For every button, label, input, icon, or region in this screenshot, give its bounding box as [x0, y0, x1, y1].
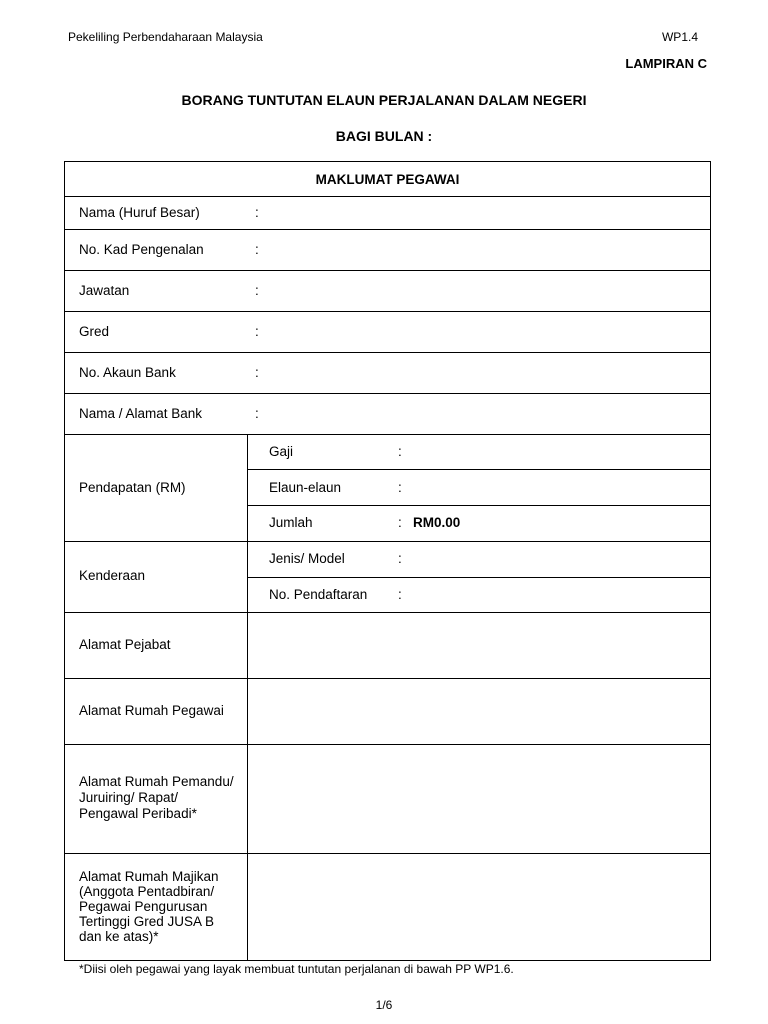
- form-title: BORANG TUNTUTAN ELAUN PERJALANAN DALAM NEGERI: [181, 92, 587, 108]
- border-top: [64, 161, 711, 162]
- row-divider: [64, 678, 711, 679]
- footnote: *Diisi oleh pegawai yang layak membuat tuntutan perjalanan di bawah PP WP1.6.: [79, 962, 514, 976]
- gred-colon: :: [255, 324, 259, 339]
- ic-colon: :: [255, 242, 259, 257]
- majikan-label-line: Pegawai Pengurusan: [79, 899, 208, 914]
- majikan-label-line: Alamat Rumah Majikan: [79, 869, 219, 884]
- alamat-rumah-label: Alamat Rumah Pegawai: [79, 703, 224, 718]
- elaun-colon: :: [398, 480, 402, 495]
- bank-label: Nama / Alamat Bank: [79, 406, 203, 421]
- form-subtitle: BAGI BULAN :: [335, 128, 433, 144]
- row-divider: [64, 393, 711, 394]
- pemandu-label-line: Alamat Rumah Pemandu/: [79, 774, 234, 789]
- pendaftaran-label: No. Pendaftaran: [269, 587, 368, 602]
- nama-colon: :: [255, 205, 259, 220]
- bank-colon: :: [255, 406, 259, 421]
- pendapatan-label: Pendapatan (RM): [79, 480, 186, 495]
- jenis-colon: :: [398, 551, 402, 566]
- pemandu-label-line: Pengawal Peribadi*: [79, 806, 197, 821]
- row-divider: [64, 270, 711, 271]
- ic-label: No. Kad Pengenalan: [79, 242, 204, 257]
- row-divider: [64, 229, 711, 230]
- nama-label: Nama (Huruf Besar): [79, 205, 200, 220]
- elaun-label: Elaun-elaun: [269, 480, 342, 495]
- row-divider: [64, 853, 711, 854]
- alamat-pejabat-label: Alamat Pejabat: [79, 637, 171, 652]
- border-left: [64, 161, 65, 961]
- border-bottom: [64, 960, 711, 961]
- jawatan-colon: :: [255, 283, 259, 298]
- jenis-label: Jenis/ Model: [269, 551, 345, 566]
- annex-label: LAMPIRAN C: [625, 56, 707, 71]
- gaji-label: Gaji: [269, 444, 294, 459]
- akaun-colon: :: [255, 365, 259, 380]
- row-divider: [64, 311, 711, 312]
- jumlah-label: Jumlah: [269, 515, 313, 530]
- officer-info-form: [64, 161, 711, 961]
- row-divider: [64, 744, 711, 745]
- pemandu-label-line: Juruiring/ Rapat/: [79, 790, 179, 805]
- row-divider: [64, 541, 711, 542]
- row-divider: [64, 352, 711, 353]
- subrow-divider: [247, 469, 711, 470]
- akaun-label: No. Akaun Bank: [79, 365, 176, 380]
- majikan-label-line: Tertinggi Gred JUSA B: [79, 914, 215, 929]
- row-divider: [64, 434, 711, 435]
- header-right: WP1.4: [661, 30, 698, 44]
- gred-label: Gred: [79, 324, 110, 339]
- header-left: Pekeliling Perbendaharaan Malaysia: [68, 30, 263, 44]
- jumlah-colon: :: [398, 515, 402, 530]
- border-right: [710, 161, 711, 961]
- section-title: MAKLUMAT PEGAWAI: [315, 172, 460, 187]
- subrow-divider: [247, 577, 711, 578]
- jumlah-value: RM0.00: [413, 515, 461, 530]
- kenderaan-label: Kenderaan: [79, 568, 146, 583]
- subrow-divider: [247, 505, 711, 506]
- row-divider: [64, 612, 711, 613]
- majikan-label-line: dan ke atas)*: [79, 929, 159, 944]
- page-number: 1/6: [375, 998, 393, 1012]
- majikan-label-line: (Anggota Pentadbiran/: [79, 884, 215, 899]
- column-divider: [247, 434, 248, 961]
- row-divider: [64, 196, 711, 197]
- jawatan-label: Jawatan: [79, 283, 130, 298]
- pendaftaran-colon: :: [398, 587, 402, 602]
- gaji-colon: :: [398, 444, 402, 459]
